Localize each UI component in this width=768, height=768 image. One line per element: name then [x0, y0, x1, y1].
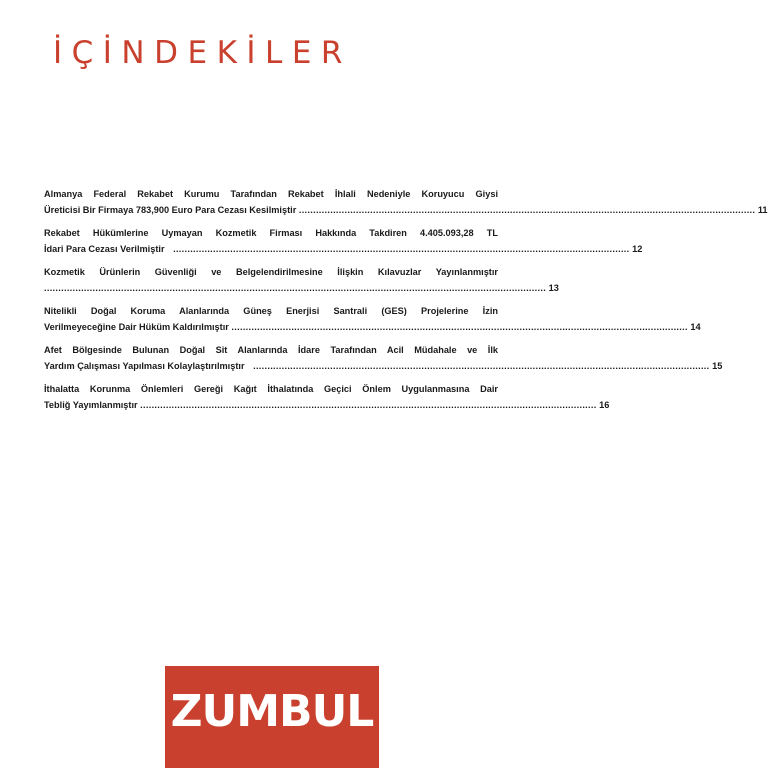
toc-page-number: 12 [632, 244, 643, 254]
page-title: İÇİNDEKİLER [53, 35, 352, 71]
toc-entry[interactable] [44, 264, 559, 296]
toc-leader-dots: ................................................................................................................................................................ [253, 361, 710, 371]
toc-leader-dots: ................................................................................................................................................................ [298, 205, 756, 215]
toc-page-number: 16 [599, 400, 610, 410]
toc-page-number: 15 [712, 361, 723, 371]
toc-page-number: 14 [690, 322, 701, 332]
toc-entry-title-line: Üreticisi Bir Firmaya 783,900 Euro Para Cezası Kesilmiştir [44, 205, 297, 215]
toc-entry-title-line: İthalatta Korunma Önlemleri Gereği Kağıt İthalatında Geçici Önlem Uygulanmasına Dair [44, 384, 498, 394]
toc-entry-title-line: Afet Bölgesinde Bulunan Doğal Sit Alanlarında İdare Tarafından Acil Müdahale ve İlk [44, 345, 498, 355]
toc-leader-dots: ................................................................................................................................................................................ [44, 283, 547, 293]
toc-entry-title-line: Nitelikli Doğal Koruma Alanlarında Güneş Enerjisi Santrali (GES) Projelerine İzin [44, 306, 498, 316]
toc-leader-dots: ................................................................................................................................................................ [231, 322, 688, 332]
toc-entry-title-line: İdari Para Cezası Verilmiştir [44, 244, 165, 254]
toc-entry[interactable] [44, 225, 643, 257]
toc-leader-dots: ................................................................................................................................................................ [173, 244, 630, 254]
toc-page-number: 11 [757, 205, 768, 215]
toc-entry[interactable] [44, 381, 610, 413]
toc-entry[interactable] [44, 186, 768, 218]
toc-page-number: 13 [548, 283, 559, 293]
toc-entry-title-line: Tebliğ Yayımlanmıştır [44, 400, 138, 410]
toc-entry[interactable] [44, 303, 701, 335]
toc-entry-title-line: Kozmetik Ürünlerin Güvenliği ve Belgelendirilmesine İlişkin Kılavuzlar Yayınlanmıştır [44, 267, 498, 277]
toc-entry-title-line: Almanya Federal Rekabet Kurumu Tarafından Rekabet İhlali Nedeniyle Koruyucu Giysi [44, 189, 498, 199]
toc-entry-title-line: Yardım Çalışması Yapılması Kolaylaştırılmıştır [44, 361, 245, 371]
toc-entry-title-line: Verilmeyeceğine Dair Hüküm Kaldırılmıştır [44, 322, 229, 332]
logo-wordmark: ZUMBUL [170, 686, 374, 737]
toc-entry-title-line: Rekabet Hükümlerine Uymayan Kozmetik Firması Hakkında Takdiren 4.405.093,28 TL [44, 228, 498, 238]
toc-leader-dots: ................................................................................................................................................................ [140, 400, 597, 410]
toc-entry[interactable] [44, 342, 723, 374]
brand-logo [165, 666, 379, 768]
